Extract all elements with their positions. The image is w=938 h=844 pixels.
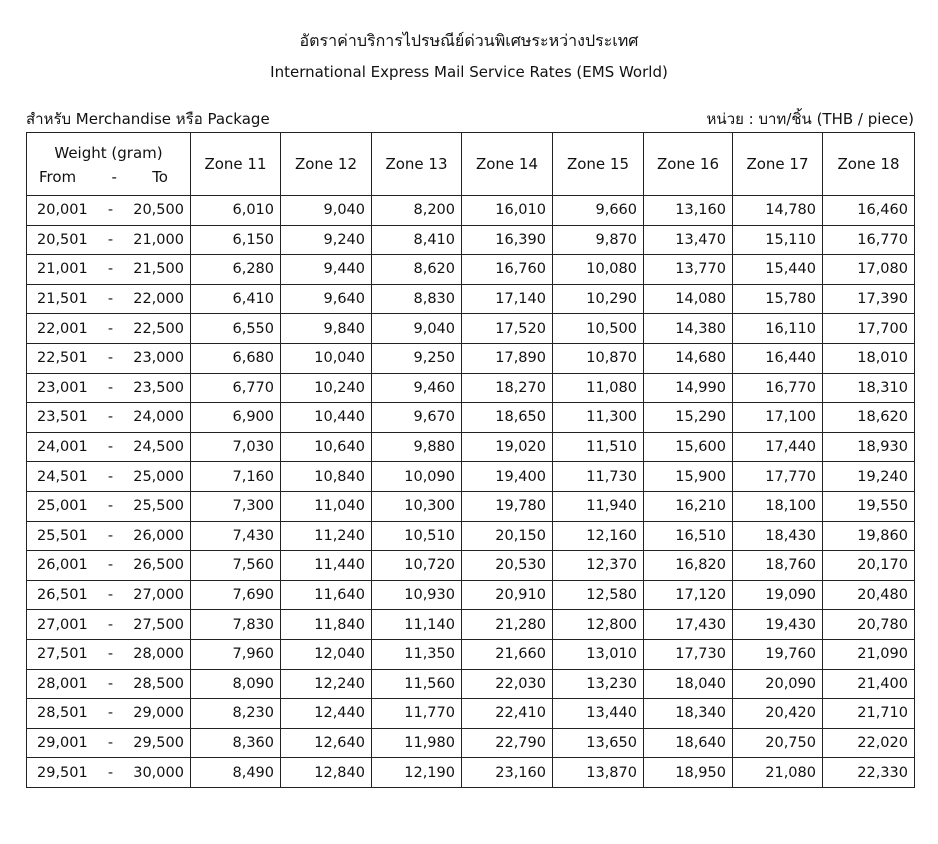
weight-range-cell (27, 669, 191, 699)
rate-cell: 20,150 (462, 521, 553, 551)
rate-cell: 17,140 (462, 284, 553, 314)
table-row (27, 580, 915, 610)
rate-cell: 11,440 (281, 551, 372, 581)
rate-cell: 15,900 (644, 462, 733, 492)
rate-cell: 13,160 (644, 196, 733, 226)
zone-header: Zone 14 (462, 133, 553, 196)
rate-cell: 6,410 (191, 284, 281, 314)
rate-cell: 19,240 (823, 462, 915, 492)
weight-range-cell (27, 580, 191, 610)
rate-cell: 14,990 (644, 373, 733, 403)
rate-cell: 9,440 (281, 255, 372, 285)
weight-range-cell (27, 196, 191, 226)
weight-to: 25,500 (133, 498, 184, 515)
table-row (27, 728, 915, 758)
weight-from: 25,501 (37, 527, 88, 544)
weight-from: 22,001 (37, 320, 88, 337)
rate-cell: 8,230 (191, 699, 281, 729)
rate-cell: 17,770 (733, 462, 823, 492)
to-label: To (152, 168, 168, 186)
rate-cell: 9,880 (372, 432, 462, 462)
rate-cell: 8,490 (191, 758, 281, 788)
rate-cell: 15,600 (644, 432, 733, 462)
rate-cell: 6,280 (191, 255, 281, 285)
rate-cell: 14,780 (733, 196, 823, 226)
rate-cell: 20,480 (823, 580, 915, 610)
rate-cell: 10,500 (553, 314, 644, 344)
rate-cell: 12,160 (553, 521, 644, 551)
rate-cell: 20,530 (462, 551, 553, 581)
rate-cell: 14,680 (644, 343, 733, 373)
rate-cell: 18,310 (823, 373, 915, 403)
weight-from: 24,501 (37, 468, 88, 485)
zone-header: Zone 12 (281, 133, 372, 196)
weight-to: 25,000 (133, 468, 184, 485)
rate-cell: 17,440 (733, 432, 823, 462)
rate-cell: 6,680 (191, 343, 281, 373)
weight-to: 24,000 (133, 409, 184, 426)
rate-cell: 11,940 (553, 491, 644, 521)
weight-from: 28,001 (37, 675, 88, 692)
weight-from: 23,501 (37, 409, 88, 426)
rate-cell: 18,620 (823, 403, 915, 433)
rate-cell: 18,340 (644, 699, 733, 729)
weight-to: 29,500 (133, 734, 184, 751)
rate-cell: 16,390 (462, 225, 553, 255)
rate-cell: 17,120 (644, 580, 733, 610)
rate-cell: 13,870 (553, 758, 644, 788)
weight-to: 21,500 (133, 261, 184, 278)
weight-to: 27,500 (133, 616, 184, 633)
rate-cell: 12,640 (281, 728, 372, 758)
rate-cell: 13,470 (644, 225, 733, 255)
rate-cell: 9,670 (372, 403, 462, 433)
rate-cell: 12,800 (553, 610, 644, 640)
rate-cell: 15,440 (733, 255, 823, 285)
rate-cell: 21,400 (823, 669, 915, 699)
rate-cell: 22,030 (462, 669, 553, 699)
rate-cell: 12,840 (281, 758, 372, 788)
rate-cell: 7,560 (191, 551, 281, 581)
weight-from: 29,001 (37, 734, 88, 751)
rate-cell: 22,410 (462, 699, 553, 729)
rate-cell: 11,140 (372, 610, 462, 640)
rate-cell: 11,240 (281, 521, 372, 551)
rate-cell: 18,760 (733, 551, 823, 581)
rate-cell: 9,240 (281, 225, 372, 255)
weight-from: 27,501 (37, 646, 88, 663)
rate-cell: 19,550 (823, 491, 915, 521)
rate-cell: 12,370 (553, 551, 644, 581)
weight-from: 21,001 (37, 261, 88, 278)
rate-cell: 10,080 (553, 255, 644, 285)
range-separator: - (107, 350, 114, 367)
rate-cell: 17,100 (733, 403, 823, 433)
rate-cell: 19,430 (733, 610, 823, 640)
rate-cell: 19,090 (733, 580, 823, 610)
weight-from: 25,001 (37, 498, 88, 515)
weight-to: 26,000 (133, 527, 184, 544)
rate-cell: 9,870 (553, 225, 644, 255)
rate-cell: 20,750 (733, 728, 823, 758)
rate-cell: 19,760 (733, 639, 823, 669)
weight-to: 27,000 (133, 587, 184, 604)
table-row (27, 551, 915, 581)
range-separator: - (107, 557, 114, 574)
rate-cell: 9,040 (372, 314, 462, 344)
rate-cell: 18,040 (644, 669, 733, 699)
weight-range-cell (27, 225, 191, 255)
weight-from: 27,001 (37, 616, 88, 633)
zone-header: Zone 18 (823, 133, 915, 196)
rate-cell: 16,440 (733, 343, 823, 373)
rate-cell: 18,100 (733, 491, 823, 521)
weight-range-cell (27, 551, 191, 581)
rate-cell: 21,710 (823, 699, 915, 729)
range-separator: - (107, 616, 114, 633)
range-separator: - (107, 764, 114, 781)
range-separator: - (107, 468, 114, 485)
rate-cell: 10,840 (281, 462, 372, 492)
rate-cell: 10,090 (372, 462, 462, 492)
rate-cell: 9,840 (281, 314, 372, 344)
rate-cell: 11,980 (372, 728, 462, 758)
zone-header: Zone 13 (372, 133, 462, 196)
table-row (27, 758, 915, 788)
rate-cell: 19,400 (462, 462, 553, 492)
range-separator: - (107, 675, 114, 692)
range-separator: - (107, 261, 114, 278)
rate-cell: 20,780 (823, 610, 915, 640)
rate-cell: 18,010 (823, 343, 915, 373)
weight-range-cell (27, 491, 191, 521)
rate-cell: 8,830 (372, 284, 462, 314)
rate-cell: 11,350 (372, 639, 462, 669)
weight-header-label: Weight (gram) (54, 144, 163, 162)
rate-cell: 14,380 (644, 314, 733, 344)
document-title-english: International Express Mail Service Rates (EMS World) (270, 63, 668, 81)
rate-cell: 15,780 (733, 284, 823, 314)
range-separator: - (107, 734, 114, 751)
rate-cell: 16,760 (462, 255, 553, 285)
table-row (27, 462, 915, 492)
rate-cell: 8,090 (191, 669, 281, 699)
range-separator: - (107, 527, 114, 544)
table-row (27, 521, 915, 551)
weight-range-cell (27, 462, 191, 492)
weight-from: 20,501 (37, 231, 88, 248)
rate-cell: 12,190 (372, 758, 462, 788)
rate-cell: 16,770 (823, 225, 915, 255)
rate-cell: 6,150 (191, 225, 281, 255)
rate-cell: 15,290 (644, 403, 733, 433)
rate-cell: 7,430 (191, 521, 281, 551)
rate-cell: 12,240 (281, 669, 372, 699)
rate-cell: 20,090 (733, 669, 823, 699)
rate-cell: 11,040 (281, 491, 372, 521)
document-title-thai: อัตราค่าบริการไปรษณีย์ด่วนพิเศษระหว่างประเทศ (299, 31, 639, 50)
rate-cell: 18,950 (644, 758, 733, 788)
range-separator: - (107, 705, 114, 722)
rate-cell: 6,770 (191, 373, 281, 403)
weight-range-cell (27, 699, 191, 729)
rate-cell: 8,620 (372, 255, 462, 285)
rate-cell: 10,930 (372, 580, 462, 610)
rate-cell: 8,200 (372, 196, 462, 226)
weight-from: 28,501 (37, 705, 88, 722)
rate-cell: 18,430 (733, 521, 823, 551)
weight-to: 22,000 (133, 291, 184, 308)
rate-cell: 18,640 (644, 728, 733, 758)
rate-cell: 9,640 (281, 284, 372, 314)
range-separator: - (107, 379, 114, 396)
weight-from: 26,001 (37, 557, 88, 574)
rate-cell: 20,170 (823, 551, 915, 581)
rate-cell: 11,640 (281, 580, 372, 610)
rate-cell: 18,650 (462, 403, 553, 433)
weight-range-cell (27, 284, 191, 314)
weight-to: 24,500 (133, 439, 184, 456)
from-label: From (39, 168, 77, 186)
weight-range-cell (27, 432, 191, 462)
range-separator: - (107, 291, 114, 308)
rates-table (26, 132, 915, 788)
rate-cell: 10,300 (372, 491, 462, 521)
rate-cell: 12,580 (553, 580, 644, 610)
weight-to: 23,000 (133, 350, 184, 367)
rate-cell: 14,080 (644, 284, 733, 314)
weight-from: 20,001 (37, 202, 88, 219)
zone-header: Zone 15 (553, 133, 644, 196)
weight-from: 23,001 (37, 379, 88, 396)
rate-cell: 17,430 (644, 610, 733, 640)
rate-cell: 10,440 (281, 403, 372, 433)
rate-cell: 22,330 (823, 758, 915, 788)
table-row (27, 699, 915, 729)
weight-range-cell (27, 403, 191, 433)
zone-header: Zone 16 (644, 133, 733, 196)
weight-from: 21,501 (37, 291, 88, 308)
rate-cell: 18,270 (462, 373, 553, 403)
weight-to: 23,500 (133, 379, 184, 396)
range-separator: - (107, 498, 114, 515)
rate-cell: 7,300 (191, 491, 281, 521)
rate-cell: 17,080 (823, 255, 915, 285)
rate-cell: 11,770 (372, 699, 462, 729)
range-separator: - (107, 231, 114, 248)
table-row (27, 639, 915, 669)
range-separator: - (107, 439, 114, 456)
rate-cell: 16,770 (733, 373, 823, 403)
rate-cell: 19,860 (823, 521, 915, 551)
rate-cell: 7,690 (191, 580, 281, 610)
rate-cell: 11,300 (553, 403, 644, 433)
table-row (27, 196, 915, 226)
weight-from: 29,501 (37, 764, 88, 781)
table-row (27, 343, 915, 373)
rate-cell: 16,510 (644, 521, 733, 551)
rate-cell: 9,250 (372, 343, 462, 373)
weight-range-cell (27, 758, 191, 788)
rate-cell: 6,010 (191, 196, 281, 226)
rate-cell: 22,020 (823, 728, 915, 758)
rate-cell: 6,900 (191, 403, 281, 433)
category-label: สำหรับ Merchandise หรือ Package (26, 110, 270, 128)
rate-cell: 17,890 (462, 343, 553, 373)
rate-cell: 13,650 (553, 728, 644, 758)
table-row (27, 403, 915, 433)
weight-range-cell (27, 255, 191, 285)
rate-cell: 7,030 (191, 432, 281, 462)
rate-cell: 17,730 (644, 639, 733, 669)
rate-cell: 13,010 (553, 639, 644, 669)
rate-cell: 16,820 (644, 551, 733, 581)
rate-cell: 16,010 (462, 196, 553, 226)
rate-cell: 10,640 (281, 432, 372, 462)
rate-cell: 7,160 (191, 462, 281, 492)
weight-from: 24,001 (37, 439, 88, 456)
weight-to: 28,500 (133, 675, 184, 692)
table-header-row (27, 133, 915, 196)
rate-cell: 16,210 (644, 491, 733, 521)
rate-cell: 15,110 (733, 225, 823, 255)
rate-cell: 10,040 (281, 343, 372, 373)
rate-cell: 19,780 (462, 491, 553, 521)
rate-cell: 17,390 (823, 284, 915, 314)
table-row (27, 373, 915, 403)
rate-cell: 11,560 (372, 669, 462, 699)
rate-cell: 7,960 (191, 639, 281, 669)
rate-cell: 21,280 (462, 610, 553, 640)
rate-cell: 11,080 (553, 373, 644, 403)
weight-range-cell (27, 610, 191, 640)
rate-cell: 8,360 (191, 728, 281, 758)
rate-cell: 20,420 (733, 699, 823, 729)
rate-cell: 12,440 (281, 699, 372, 729)
weight-to: 28,000 (133, 646, 184, 663)
rate-cell: 8,410 (372, 225, 462, 255)
table-row (27, 225, 915, 255)
rate-cell: 11,730 (553, 462, 644, 492)
zone-header: Zone 17 (733, 133, 823, 196)
range-separator: - (107, 320, 114, 337)
weight-header (27, 133, 191, 196)
weight-range-cell (27, 639, 191, 669)
table-row (27, 491, 915, 521)
rate-cell: 11,840 (281, 610, 372, 640)
rate-cell: 21,090 (823, 639, 915, 669)
rate-cell: 12,040 (281, 639, 372, 669)
rate-cell: 19,020 (462, 432, 553, 462)
rate-cell: 16,460 (823, 196, 915, 226)
rate-cell: 9,040 (281, 196, 372, 226)
weight-to: 22,500 (133, 320, 184, 337)
rate-cell: 13,230 (553, 669, 644, 699)
rate-cell: 23,160 (462, 758, 553, 788)
zone-header: Zone 11 (191, 133, 281, 196)
range-separator: - (107, 587, 114, 604)
weight-to: 29,000 (133, 705, 184, 722)
rate-cell: 18,930 (823, 432, 915, 462)
rate-cell: 11,510 (553, 432, 644, 462)
from-to-separator: - (111, 168, 117, 186)
weight-to: 20,500 (133, 202, 184, 219)
rate-cell: 10,510 (372, 521, 462, 551)
range-separator: - (107, 409, 114, 426)
rate-cell: 10,720 (372, 551, 462, 581)
range-separator: - (107, 202, 114, 219)
weight-range-cell (27, 728, 191, 758)
rate-cell: 13,440 (553, 699, 644, 729)
rate-cell: 9,660 (553, 196, 644, 226)
range-separator: - (107, 646, 114, 663)
rate-cell: 22,790 (462, 728, 553, 758)
rate-cell: 10,240 (281, 373, 372, 403)
weight-range-cell (27, 373, 191, 403)
rate-cell: 7,830 (191, 610, 281, 640)
rate-cell: 10,870 (553, 343, 644, 373)
weight-to: 30,000 (133, 764, 184, 781)
rates-table-body (27, 196, 915, 788)
table-row (27, 669, 915, 699)
rate-cell: 21,660 (462, 639, 553, 669)
rate-cell: 21,080 (733, 758, 823, 788)
table-row (27, 255, 915, 285)
rate-cell: 9,460 (372, 373, 462, 403)
weight-range-cell (27, 314, 191, 344)
unit-label: หน่วย : บาท/ชิ้น (THB / piece) (706, 110, 914, 128)
table-row (27, 284, 915, 314)
rate-cell: 6,550 (191, 314, 281, 344)
rate-cell: 17,700 (823, 314, 915, 344)
weight-range-cell (27, 521, 191, 551)
weight-from: 26,501 (37, 587, 88, 604)
table-row (27, 314, 915, 344)
table-row (27, 432, 915, 462)
rate-cell: 17,520 (462, 314, 553, 344)
rate-cell: 10,290 (553, 284, 644, 314)
weight-range-cell (27, 343, 191, 373)
rate-cell: 20,910 (462, 580, 553, 610)
weight-to: 21,000 (133, 231, 184, 248)
table-row (27, 610, 915, 640)
rate-cell: 16,110 (733, 314, 823, 344)
rate-cell: 13,770 (644, 255, 733, 285)
weight-to: 26,500 (133, 557, 184, 574)
weight-from: 22,501 (37, 350, 88, 367)
